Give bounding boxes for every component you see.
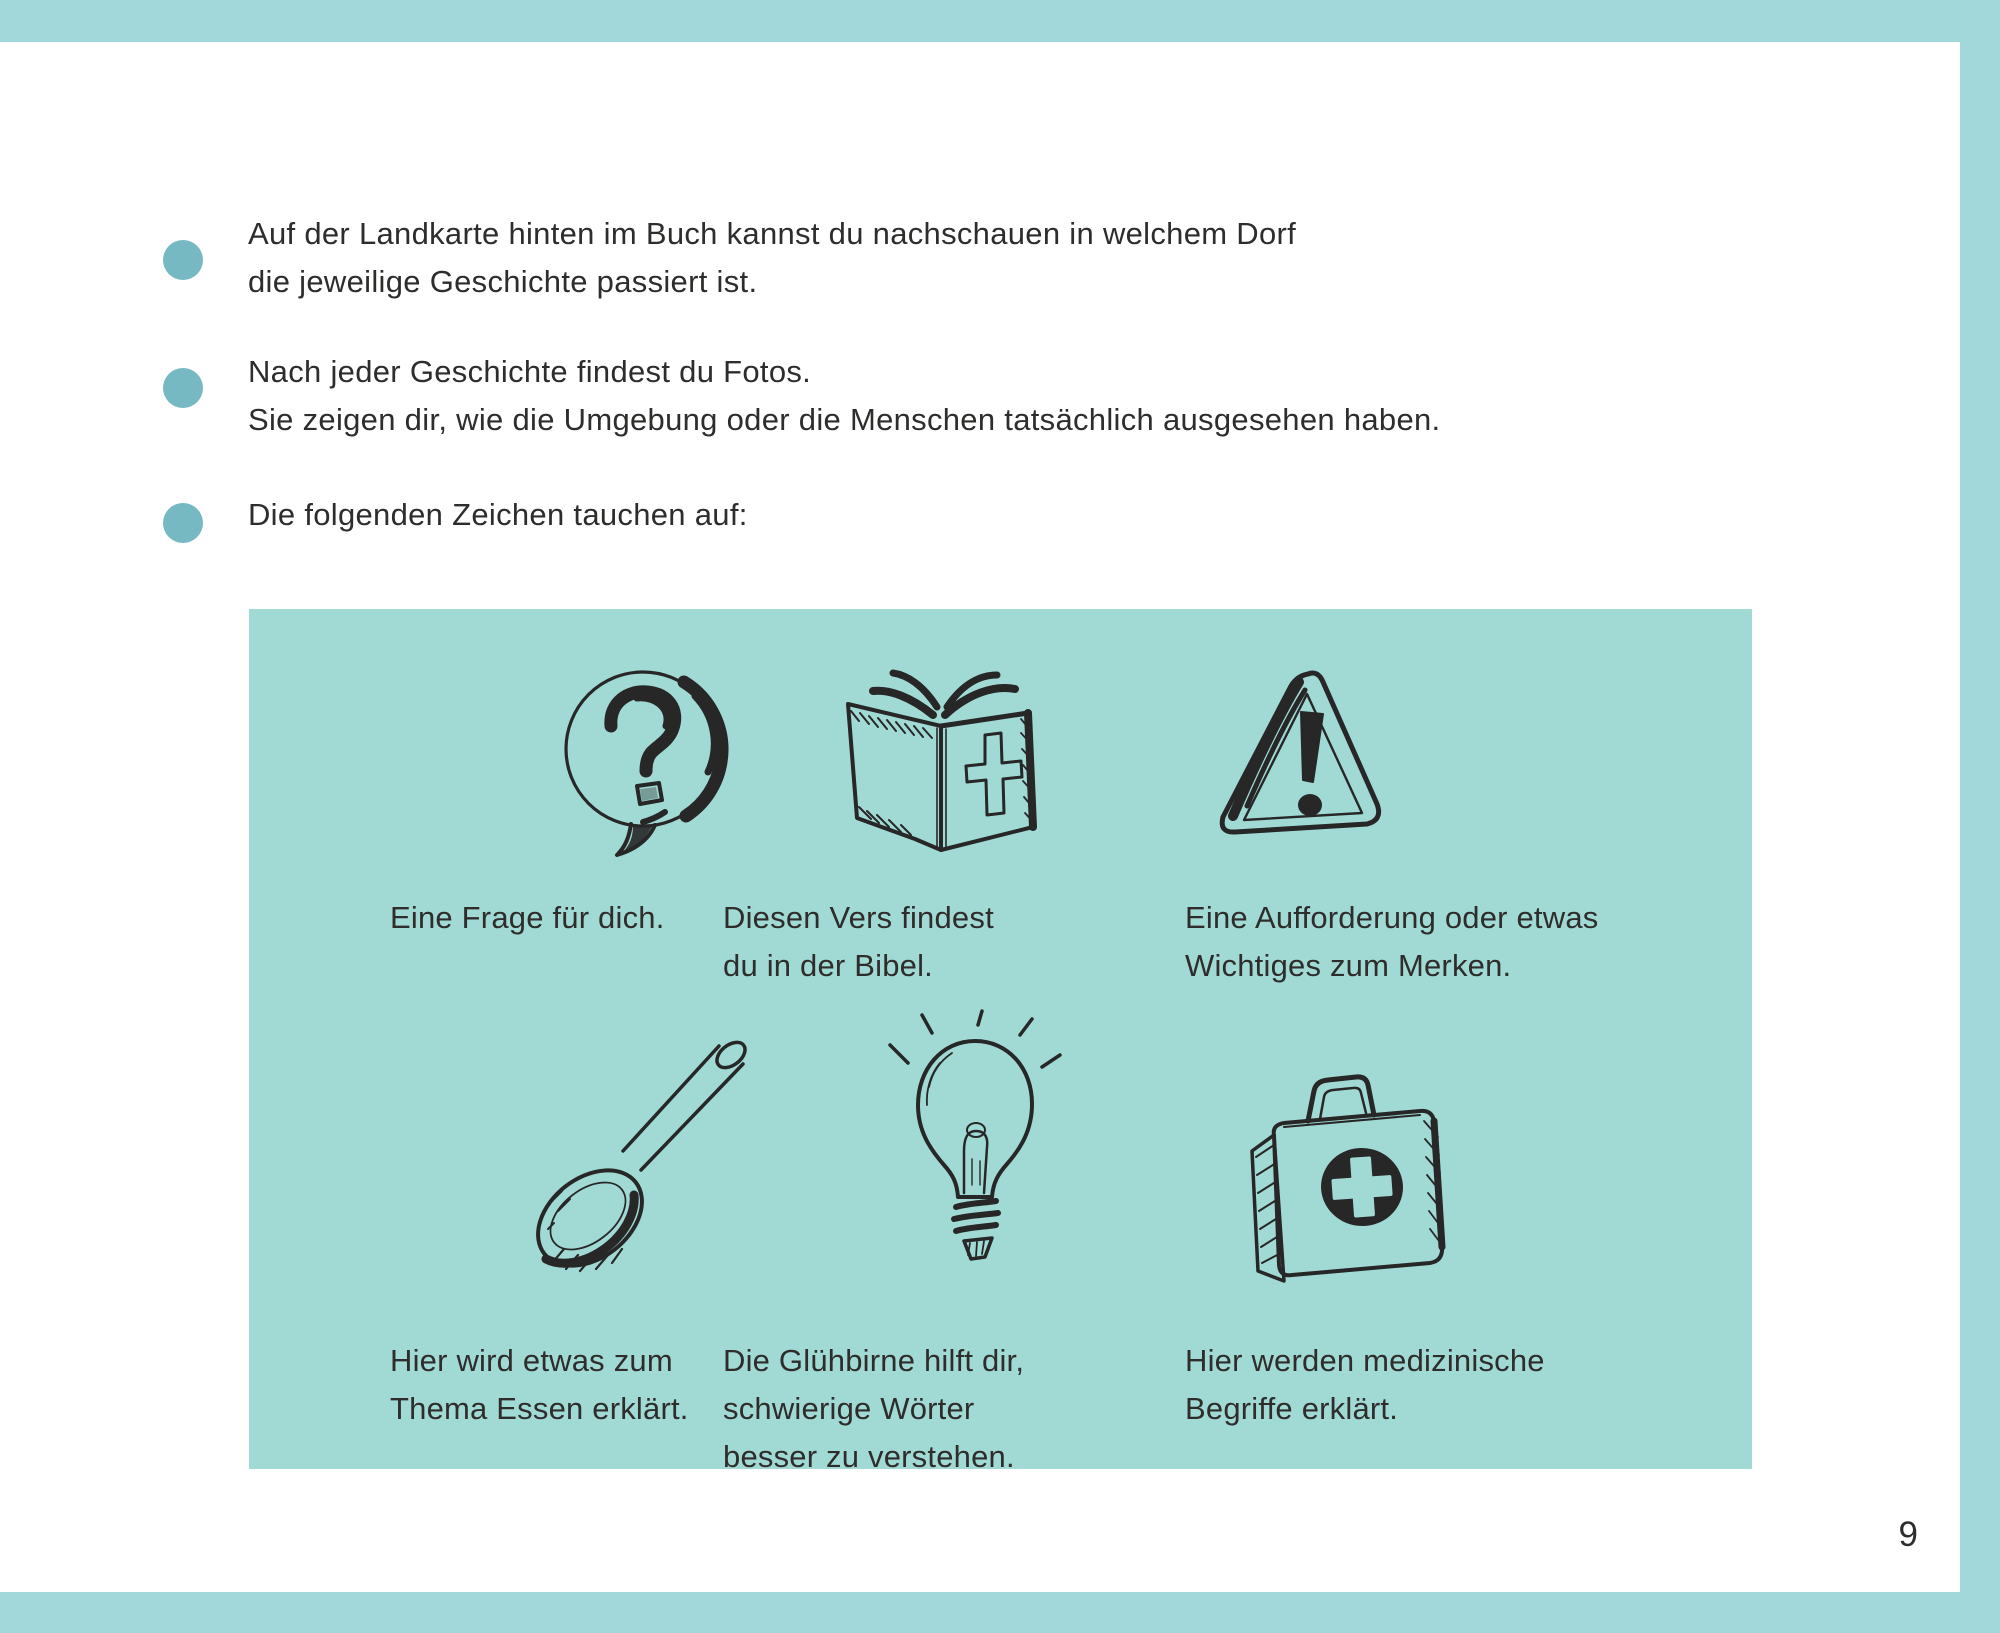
caption-line: du in der Bibel.: [723, 948, 933, 983]
legend-caption: [390, 894, 665, 942]
page-number: 9: [1898, 1515, 1918, 1554]
caption-line: besser zu verstehen.: [723, 1439, 1015, 1474]
caption-line: Eine Aufforderung oder etwas: [1185, 900, 1599, 935]
legend-caption: [1185, 1337, 1545, 1433]
caption-line: Begriffe erklärt.: [1185, 1391, 1399, 1426]
question-speech-bubble-icon: [545, 654, 750, 859]
legend-panel: [249, 609, 1752, 1474]
bullet-dot: [163, 503, 203, 543]
bullet-dot: [163, 368, 203, 408]
intro-line: Die folgenden Zeichen tauchen auf:: [248, 497, 748, 532]
intro-line: Sie zeigen dir, wie die Umgebung oder die Menschen tatsächlich ausgesehen haben.: [248, 402, 1441, 437]
legend-caption: [723, 894, 994, 990]
caption-line: Thema Essen erklärt.: [390, 1391, 689, 1426]
caption-line: Eine Frage für dich.: [390, 900, 665, 935]
caption-line: Wichtiges zum Merken.: [1185, 948, 1512, 983]
caption-line: Die Glühbirne hilft dir,: [723, 1343, 1025, 1378]
bullet-dot: [163, 240, 203, 280]
intro-paragraph-2: [248, 348, 1678, 444]
right-frame-band: [1960, 0, 2000, 1633]
legend-caption: [390, 1337, 689, 1433]
legend-caption: [723, 1337, 1024, 1481]
intro-paragraph-1: [248, 210, 1678, 306]
first-aid-case-icon: [1234, 1065, 1454, 1305]
caption-line: Diesen Vers findest: [723, 900, 994, 935]
warning-triangle-icon: [1213, 666, 1388, 856]
top-frame-band: [0, 0, 2000, 42]
intro-line: Nach jeder Geschichte findest du Fotos.: [248, 354, 812, 389]
caption-line: schwierige Wörter: [723, 1391, 975, 1426]
legend-caption: [1185, 894, 1598, 990]
lightbulb-icon: [880, 1009, 1070, 1289]
caption-line: Hier wird etwas zum: [390, 1343, 673, 1378]
intro-line: Auf der Landkarte hinten im Buch kannst du nachschauen in welchem Dorf: [248, 216, 1297, 251]
intro-paragraph-3: [248, 491, 1678, 539]
spoon-icon: [518, 1033, 753, 1288]
bottom-frame-band: [0, 1592, 2000, 1633]
caption-line: Hier werden medizinische: [1185, 1343, 1545, 1378]
bible-book-icon: [845, 667, 1040, 857]
intro-line: die jeweilige Geschichte passiert ist.: [248, 264, 758, 299]
